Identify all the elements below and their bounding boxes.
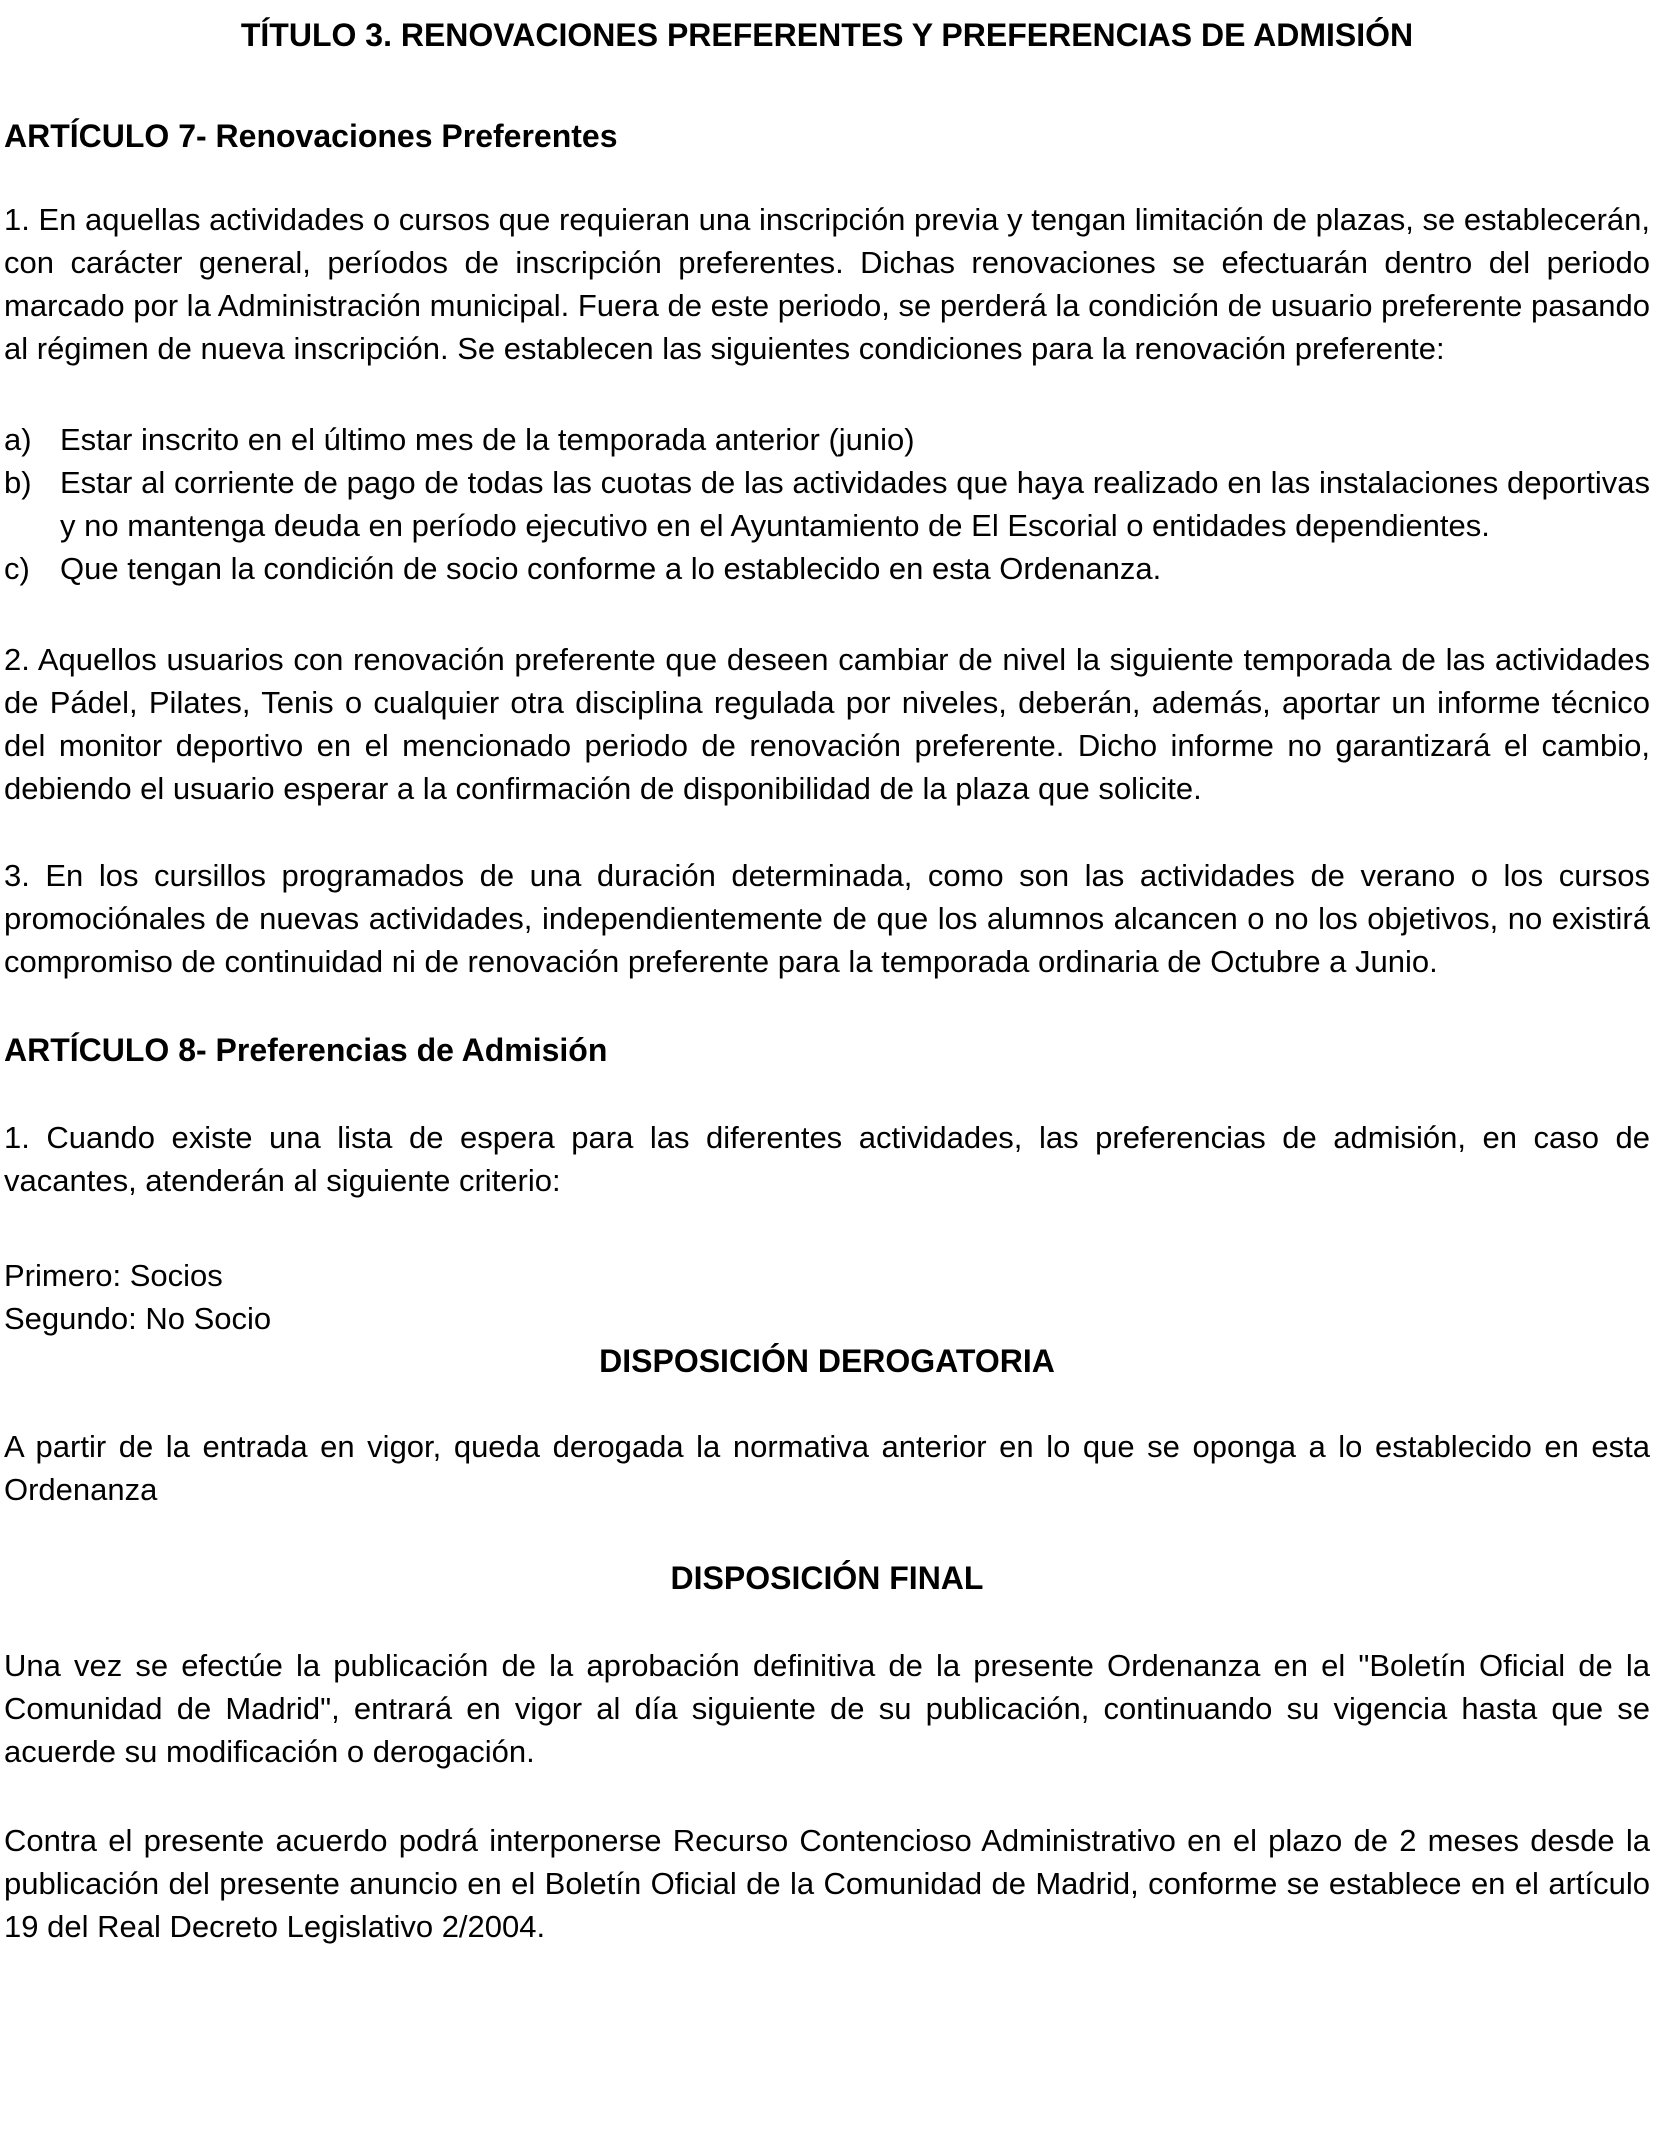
admission-priority-second: Segundo: No Socio [4, 1301, 272, 1336]
renewal-conditions-list [4, 418, 1650, 590]
disposicion-final-paragraph-1: Una vez se efectúe la publicación de la aprobación definitiva de la presente Ordenanza en el "Boletín Oficial de la Comunidad de Madrid", entrará en vigor al día siguiente de su publicación, continuando su vigencia hasta que se acuerde su modificación o derogación. [4, 1648, 1650, 1769]
condition-text-a: Estar inscrito en el último mes de la temporada anterior (junio) [60, 422, 915, 457]
article-7-paragraph-2: 2. Aquellos usuarios con renovación preferente que deseen cambiar de nivel la siguiente temporada de las actividades de Pádel, Pilates, Tenis o cualquier otra disciplina regulada por niveles, deberán, además, aportar un informe técnico del monitor deportivo en el mencionado periodo de renovación preferente. Dicho informe no garantizará el cambio, debiendo el usuario esperar a la confirmación de disponibilidad de la plaza que solicite. [4, 642, 1650, 806]
document-title: TÍTULO 3. RENOVACIONES PREFERENTES Y PREFERENCIAS DE ADMISIÓN [240, 17, 1414, 53]
admission-priority-first: Primero: Socios [4, 1258, 223, 1293]
disposicion-derogatoria-heading: DISPOSICIÓN DEROGATORIA [599, 1343, 1055, 1379]
condition-item-c [4, 547, 1650, 590]
article-7-paragraph-1: 1. En aquellas actividades o cursos que requieran una inscripción previa y tengan limitación de plazas, se establecerán, con carácter general, períodos de inscripción preferentes. Dichas renovaciones se efectuarán dentro del periodo marcado por la Administración municipal. Fuera de este periodo, se perderá la condición de usuario preferente pasando al régimen de nueva inscripción. Se establecen las siguientes condiciones para la renovación preferente: [4, 202, 1650, 366]
article-8-paragraph-1: 1. Cuando existe una lista de espera para las diferentes actividades, las preferencias de admisión, en caso de vacantes, atenderán al siguiente criterio: [4, 1120, 1650, 1198]
article-7-paragraph-3: 3. En los cursillos programados de una duración determinada, como son las actividades de verano o los cursos promociónales de nuevas actividades, independientemente de que los alumnos alcancen o no los objetivos, no existirá compromiso de continuidad ni de renovación preferente para la temporada ordinaria de Octubre a Junio. [4, 858, 1650, 979]
condition-item-a [4, 418, 1650, 461]
condition-item-b [4, 461, 1650, 547]
condition-marker-c: c) [4, 551, 30, 586]
disposicion-final-paragraph-2: Contra el presente acuerdo podrá interponerse Recurso Contencioso Administrativo en el plazo de 2 meses desde la publicación del presente anuncio en el Boletín Oficial de la Comunidad de Madrid, conforme se establece en el artículo 19 del Real Decreto Legislativo 2/2004. [4, 1823, 1650, 1944]
condition-marker-b: b) [4, 465, 32, 500]
condition-text-c: Que tengan la condición de socio conforme a lo establecido en esta Ordenanza. [60, 551, 1162, 586]
article-8-heading: ARTÍCULO 8- Preferencias de Admisión [4, 1032, 608, 1068]
condition-text-b: Estar al corriente de pago de todas las cuotas de las actividades que haya realizado en las instalaciones deportivas y no mantenga deuda en período ejecutivo en el Ayuntamiento de El Escorial o entidades dependientes. [60, 465, 1650, 543]
condition-marker-a: a) [4, 422, 32, 457]
article-7-heading: ARTÍCULO 7- Renovaciones Preferentes [4, 118, 618, 154]
disposicion-derogatoria-paragraph: A partir de la entrada en vigor, queda derogada la normativa anterior en lo que se oponga a lo establecido en esta Ordenanza [4, 1429, 1650, 1507]
disposicion-final-heading: DISPOSICIÓN FINAL [670, 1560, 984, 1596]
